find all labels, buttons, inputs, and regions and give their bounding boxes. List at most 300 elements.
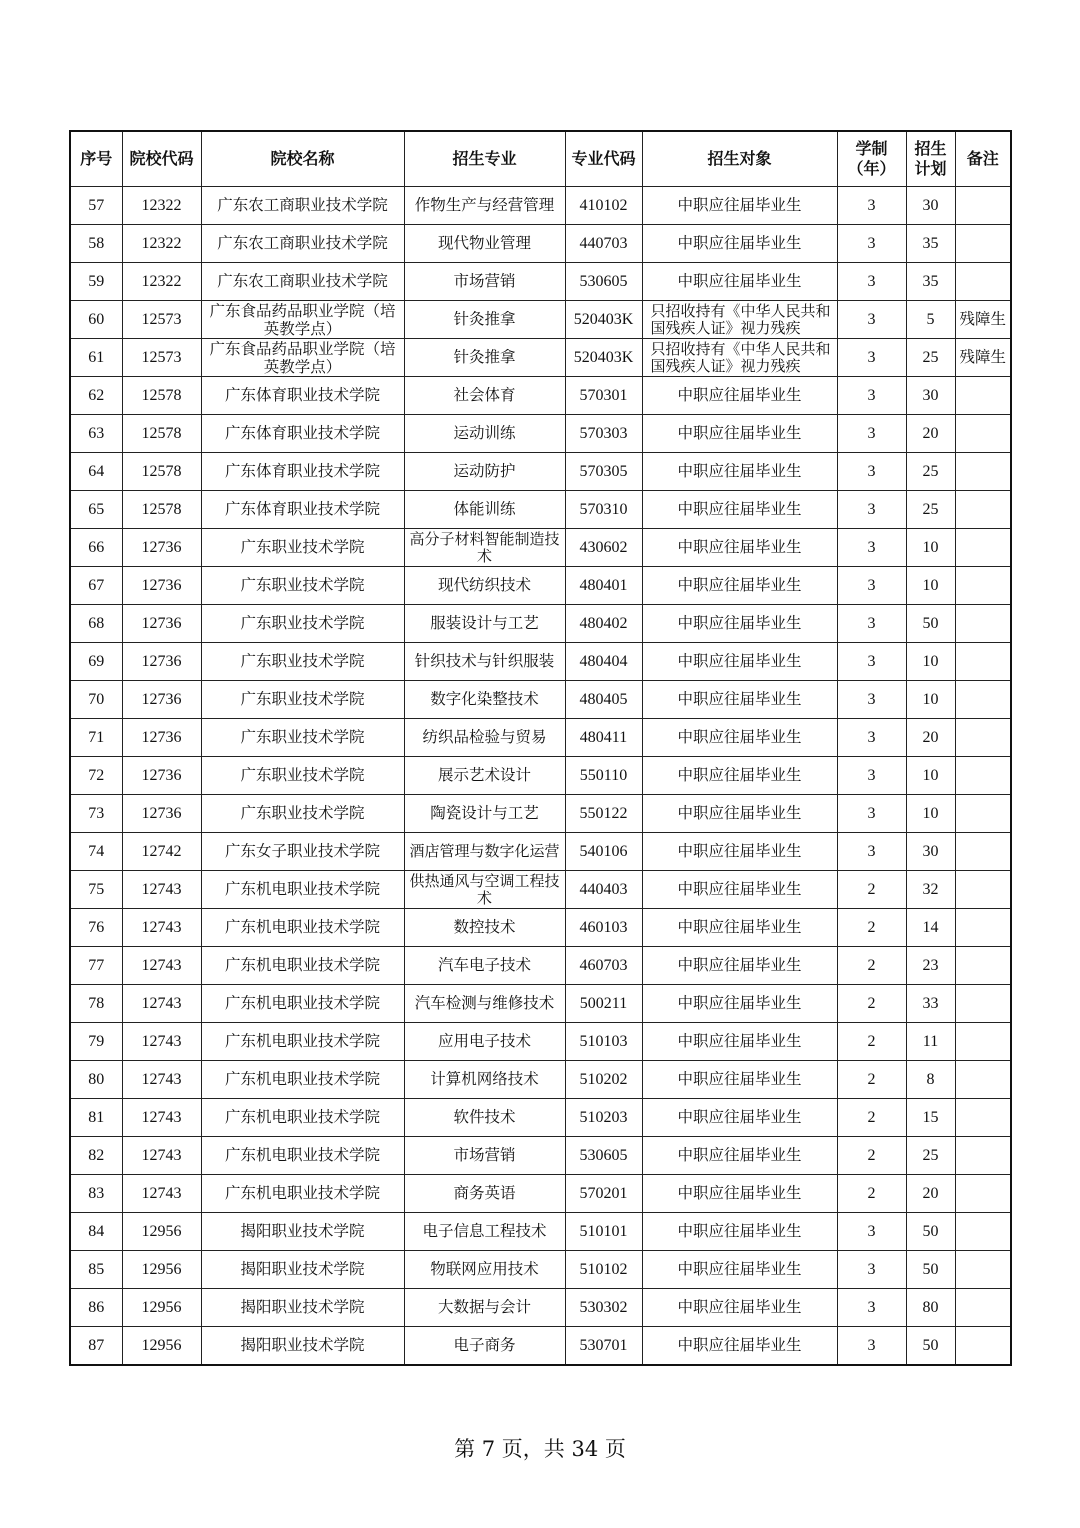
cell-major: 现代物业管理 bbox=[404, 225, 565, 263]
cell-major: 现代纺织技术 bbox=[404, 567, 565, 605]
cell-duration: 3 bbox=[837, 1327, 906, 1366]
cell-seq: 68 bbox=[70, 605, 122, 643]
cell-school-code: 12573 bbox=[122, 339, 201, 377]
cell-school-code: 12743 bbox=[122, 909, 201, 947]
cell-duration: 2 bbox=[837, 1099, 906, 1137]
cell-major: 服装设计与工艺 bbox=[404, 605, 565, 643]
cell-school-code: 12736 bbox=[122, 719, 201, 757]
cell-target: 中职应往届毕业生 bbox=[642, 1061, 837, 1099]
table-row bbox=[70, 225, 1011, 263]
cell-major-code: 570310 bbox=[565, 491, 642, 529]
cell-school-code: 12743 bbox=[122, 1175, 201, 1213]
cell-school-code: 12743 bbox=[122, 1061, 201, 1099]
cell-major-code: 480402 bbox=[565, 605, 642, 643]
cell-seq: 76 bbox=[70, 909, 122, 947]
cell-major-code: 510102 bbox=[565, 1251, 642, 1289]
cell-note bbox=[955, 681, 1011, 719]
cell-plan: 10 bbox=[906, 795, 955, 833]
table-row bbox=[70, 605, 1011, 643]
cell-major-code: 540106 bbox=[565, 833, 642, 871]
cell-target: 中职应往届毕业生 bbox=[642, 1137, 837, 1175]
cell-target: 中职应往届毕业生 bbox=[642, 681, 837, 719]
cell-major: 汽车检测与维修技术 bbox=[404, 985, 565, 1023]
header-seq: 序号 bbox=[70, 131, 122, 187]
cell-major: 体能训练 bbox=[404, 491, 565, 529]
cell-duration: 3 bbox=[837, 795, 906, 833]
cell-plan: 11 bbox=[906, 1023, 955, 1061]
table-row bbox=[70, 719, 1011, 757]
table-row bbox=[70, 947, 1011, 985]
header-duration-line1: 学制 bbox=[855, 139, 888, 158]
cell-seq: 82 bbox=[70, 1137, 122, 1175]
cell-duration: 2 bbox=[837, 985, 906, 1023]
table-row bbox=[70, 681, 1011, 719]
table-row bbox=[70, 985, 1011, 1023]
cell-duration: 3 bbox=[837, 681, 906, 719]
table-row bbox=[70, 187, 1011, 225]
cell-target: 中职应往届毕业生 bbox=[642, 529, 837, 567]
cell-major-code: 530302 bbox=[565, 1289, 642, 1327]
cell-target: 中职应往届毕业生 bbox=[642, 757, 837, 795]
cell-target: 中职应往届毕业生 bbox=[642, 605, 837, 643]
cell-note bbox=[955, 1061, 1011, 1099]
cell-plan: 10 bbox=[906, 567, 955, 605]
cell-major-code: 480401 bbox=[565, 567, 642, 605]
cell-note bbox=[955, 795, 1011, 833]
cell-major: 针织技术与针织服装 bbox=[404, 643, 565, 681]
cell-plan: 25 bbox=[906, 339, 955, 377]
cell-duration: 3 bbox=[837, 377, 906, 415]
cell-seq: 71 bbox=[70, 719, 122, 757]
cell-school-name: 广东机电职业技术学院 bbox=[201, 871, 404, 909]
cell-school-code: 12743 bbox=[122, 947, 201, 985]
cell-note bbox=[955, 605, 1011, 643]
cell-school-code: 12736 bbox=[122, 795, 201, 833]
cell-major-code: 570201 bbox=[565, 1175, 642, 1213]
cell-school-name: 广东体育职业技术学院 bbox=[201, 491, 404, 529]
cell-target: 中职应往届毕业生 bbox=[642, 1099, 837, 1137]
table-body bbox=[70, 187, 1011, 1366]
cell-note bbox=[955, 947, 1011, 985]
cell-school-code: 12578 bbox=[122, 377, 201, 415]
cell-duration: 3 bbox=[837, 415, 906, 453]
cell-school-code: 12956 bbox=[122, 1289, 201, 1327]
table-row bbox=[70, 1023, 1011, 1061]
cell-plan: 10 bbox=[906, 681, 955, 719]
table-row bbox=[70, 301, 1011, 339]
page-number: 第 7 页，共 34 页 bbox=[454, 1437, 626, 1461]
cell-target: 中职应往届毕业生 bbox=[642, 453, 837, 491]
cell-major-code: 520403K bbox=[565, 339, 642, 377]
cell-target: 中职应往届毕业生 bbox=[642, 833, 837, 871]
cell-major: 针灸推拿 bbox=[404, 301, 565, 339]
cell-seq: 69 bbox=[70, 643, 122, 681]
header-major-code: 专业代码 bbox=[565, 131, 642, 187]
table-row bbox=[70, 1289, 1011, 1327]
cell-note bbox=[955, 1137, 1011, 1175]
table-row bbox=[70, 1137, 1011, 1175]
cell-plan: 25 bbox=[906, 491, 955, 529]
table-row bbox=[70, 453, 1011, 491]
cell-note bbox=[955, 871, 1011, 909]
cell-major-code: 570303 bbox=[565, 415, 642, 453]
cell-duration: 3 bbox=[837, 719, 906, 757]
cell-school-code: 12736 bbox=[122, 643, 201, 681]
cell-target: 中职应往届毕业生 bbox=[642, 719, 837, 757]
cell-target: 只招收持有《中华人民共和国残疾人证》视力残疾 bbox=[642, 301, 837, 339]
cell-major-code: 440403 bbox=[565, 871, 642, 909]
header-school-name: 院校名称 bbox=[201, 131, 404, 187]
cell-school-code: 12322 bbox=[122, 187, 201, 225]
cell-plan: 35 bbox=[906, 263, 955, 301]
cell-school-name: 广东机电职业技术学院 bbox=[201, 1099, 404, 1137]
cell-plan: 30 bbox=[906, 187, 955, 225]
cell-school-name: 广东农工商职业技术学院 bbox=[201, 263, 404, 301]
cell-note bbox=[955, 415, 1011, 453]
table-row bbox=[70, 757, 1011, 795]
cell-school-code: 12743 bbox=[122, 1137, 201, 1175]
cell-major-code: 520403K bbox=[565, 301, 642, 339]
cell-plan: 25 bbox=[906, 453, 955, 491]
cell-note bbox=[955, 567, 1011, 605]
cell-plan: 10 bbox=[906, 529, 955, 567]
cell-seq: 78 bbox=[70, 985, 122, 1023]
cell-duration: 3 bbox=[837, 263, 906, 301]
cell-school-code: 12736 bbox=[122, 605, 201, 643]
cell-school-name: 广东体育职业技术学院 bbox=[201, 377, 404, 415]
cell-major-code: 460103 bbox=[565, 909, 642, 947]
table-row bbox=[70, 415, 1011, 453]
cell-target: 中职应往届毕业生 bbox=[642, 643, 837, 681]
table-row bbox=[70, 377, 1011, 415]
cell-duration: 2 bbox=[837, 1061, 906, 1099]
cell-school-code: 12322 bbox=[122, 225, 201, 263]
cell-duration: 3 bbox=[837, 301, 906, 339]
cell-duration: 2 bbox=[837, 947, 906, 985]
cell-note bbox=[955, 1289, 1011, 1327]
table-row bbox=[70, 795, 1011, 833]
cell-note bbox=[955, 1099, 1011, 1137]
cell-major: 数字化染整技术 bbox=[404, 681, 565, 719]
cell-seq: 59 bbox=[70, 263, 122, 301]
cell-school-code: 12956 bbox=[122, 1327, 201, 1366]
cell-seq: 84 bbox=[70, 1213, 122, 1251]
cell-duration: 3 bbox=[837, 339, 906, 377]
table-row bbox=[70, 1175, 1011, 1213]
cell-major-code: 480411 bbox=[565, 719, 642, 757]
cell-major-code: 510101 bbox=[565, 1213, 642, 1251]
cell-school-name: 广东机电职业技术学院 bbox=[201, 1023, 404, 1061]
cell-school-name: 广东农工商职业技术学院 bbox=[201, 187, 404, 225]
cell-school-name: 广东机电职业技术学院 bbox=[201, 947, 404, 985]
cell-note bbox=[955, 1327, 1011, 1366]
cell-major: 陶瓷设计与工艺 bbox=[404, 795, 565, 833]
table-row bbox=[70, 491, 1011, 529]
cell-target: 中职应往届毕业生 bbox=[642, 263, 837, 301]
cell-seq: 61 bbox=[70, 339, 122, 377]
cell-major: 大数据与会计 bbox=[404, 1289, 565, 1327]
cell-seq: 66 bbox=[70, 529, 122, 567]
cell-target: 中职应往届毕业生 bbox=[642, 1175, 837, 1213]
cell-seq: 87 bbox=[70, 1327, 122, 1366]
cell-target: 中职应往届毕业生 bbox=[642, 415, 837, 453]
cell-target: 中职应往届毕业生 bbox=[642, 1213, 837, 1251]
cell-duration: 3 bbox=[837, 605, 906, 643]
cell-major: 市场营销 bbox=[404, 263, 565, 301]
cell-major: 作物生产与经营管理 bbox=[404, 187, 565, 225]
header-plan-line1: 招生 bbox=[914, 139, 947, 158]
cell-school-name: 广东职业技术学院 bbox=[201, 681, 404, 719]
cell-plan: 50 bbox=[906, 1213, 955, 1251]
cell-duration: 2 bbox=[837, 871, 906, 909]
header-duration-line2: （年） bbox=[847, 159, 896, 178]
table-row bbox=[70, 643, 1011, 681]
cell-duration: 3 bbox=[837, 567, 906, 605]
cell-school-code: 12578 bbox=[122, 453, 201, 491]
cell-duration: 2 bbox=[837, 1023, 906, 1061]
cell-major-code: 510202 bbox=[565, 1061, 642, 1099]
table-row bbox=[70, 567, 1011, 605]
cell-target: 中职应往届毕业生 bbox=[642, 1251, 837, 1289]
cell-duration: 3 bbox=[837, 529, 906, 567]
cell-plan: 20 bbox=[906, 415, 955, 453]
header-major: 招生专业 bbox=[404, 131, 565, 187]
cell-plan: 15 bbox=[906, 1099, 955, 1137]
cell-school-name: 广东机电职业技术学院 bbox=[201, 1175, 404, 1213]
cell-seq: 73 bbox=[70, 795, 122, 833]
cell-seq: 62 bbox=[70, 377, 122, 415]
cell-duration: 3 bbox=[837, 187, 906, 225]
header-target: 招生对象 bbox=[642, 131, 837, 187]
cell-seq: 86 bbox=[70, 1289, 122, 1327]
cell-seq: 72 bbox=[70, 757, 122, 795]
cell-school-code: 12743 bbox=[122, 1099, 201, 1137]
cell-school-name: 揭阳职业技术学院 bbox=[201, 1251, 404, 1289]
cell-seq: 57 bbox=[70, 187, 122, 225]
cell-duration: 3 bbox=[837, 225, 906, 263]
cell-school-code: 12736 bbox=[122, 567, 201, 605]
cell-duration: 3 bbox=[837, 491, 906, 529]
cell-target: 中职应往届毕业生 bbox=[642, 225, 837, 263]
cell-note bbox=[955, 985, 1011, 1023]
cell-plan: 25 bbox=[906, 1137, 955, 1175]
table-row bbox=[70, 833, 1011, 871]
cell-duration: 3 bbox=[837, 757, 906, 795]
cell-target: 中职应往届毕业生 bbox=[642, 1023, 837, 1061]
cell-school-name: 广东机电职业技术学院 bbox=[201, 1137, 404, 1175]
cell-note bbox=[955, 909, 1011, 947]
cell-target: 中职应往届毕业生 bbox=[642, 909, 837, 947]
cell-note bbox=[955, 225, 1011, 263]
cell-duration: 3 bbox=[837, 453, 906, 491]
cell-duration: 2 bbox=[837, 1137, 906, 1175]
cell-major: 电子信息工程技术 bbox=[404, 1213, 565, 1251]
cell-major: 运动训练 bbox=[404, 415, 565, 453]
cell-school-code: 12743 bbox=[122, 871, 201, 909]
cell-major: 商务英语 bbox=[404, 1175, 565, 1213]
cell-major-code: 570305 bbox=[565, 453, 642, 491]
cell-school-code: 12573 bbox=[122, 301, 201, 339]
enrollment-plan-table bbox=[69, 130, 1012, 1366]
cell-school-code: 12956 bbox=[122, 1213, 201, 1251]
table-row bbox=[70, 339, 1011, 377]
cell-school-code: 12743 bbox=[122, 1023, 201, 1061]
table-row bbox=[70, 1061, 1011, 1099]
cell-plan: 8 bbox=[906, 1061, 955, 1099]
cell-plan: 5 bbox=[906, 301, 955, 339]
cell-major: 酒店管理与数字化运营 bbox=[404, 833, 565, 871]
cell-note bbox=[955, 757, 1011, 795]
cell-note: 残障生 bbox=[955, 339, 1011, 377]
cell-major-code: 530605 bbox=[565, 1137, 642, 1175]
cell-school-name: 广东职业技术学院 bbox=[201, 757, 404, 795]
cell-major-code: 530605 bbox=[565, 263, 642, 301]
cell-seq: 58 bbox=[70, 225, 122, 263]
cell-major: 计算机网络技术 bbox=[404, 1061, 565, 1099]
cell-plan: 14 bbox=[906, 909, 955, 947]
cell-note bbox=[955, 719, 1011, 757]
cell-seq: 85 bbox=[70, 1251, 122, 1289]
cell-plan: 20 bbox=[906, 719, 955, 757]
cell-plan: 33 bbox=[906, 985, 955, 1023]
cell-seq: 75 bbox=[70, 871, 122, 909]
cell-target: 中职应往届毕业生 bbox=[642, 1289, 837, 1327]
header-school-code: 院校代码 bbox=[122, 131, 201, 187]
cell-seq: 80 bbox=[70, 1061, 122, 1099]
cell-school-code: 12736 bbox=[122, 529, 201, 567]
cell-school-name: 广东职业技术学院 bbox=[201, 719, 404, 757]
cell-note bbox=[955, 491, 1011, 529]
cell-major: 纺织品检验与贸易 bbox=[404, 719, 565, 757]
cell-school-name: 广东职业技术学院 bbox=[201, 605, 404, 643]
cell-seq: 64 bbox=[70, 453, 122, 491]
cell-major-code: 480405 bbox=[565, 681, 642, 719]
cell-target: 中职应往届毕业生 bbox=[642, 985, 837, 1023]
cell-duration: 2 bbox=[837, 1175, 906, 1213]
cell-note bbox=[955, 643, 1011, 681]
header-plan-line2: 计划 bbox=[914, 159, 947, 178]
cell-seq: 79 bbox=[70, 1023, 122, 1061]
cell-target: 中职应往届毕业生 bbox=[642, 947, 837, 985]
table-row bbox=[70, 909, 1011, 947]
cell-major-code: 510203 bbox=[565, 1099, 642, 1137]
cell-note bbox=[955, 1175, 1011, 1213]
cell-plan: 80 bbox=[906, 1289, 955, 1327]
cell-note bbox=[955, 1251, 1011, 1289]
table-row bbox=[70, 529, 1011, 567]
cell-note bbox=[955, 1213, 1011, 1251]
cell-school-code: 12736 bbox=[122, 681, 201, 719]
cell-plan: 32 bbox=[906, 871, 955, 909]
cell-duration: 3 bbox=[837, 833, 906, 871]
cell-target: 只招收持有《中华人民共和国残疾人证》视力残疾 bbox=[642, 339, 837, 377]
cell-plan: 30 bbox=[906, 377, 955, 415]
cell-major-code: 430602 bbox=[565, 529, 642, 567]
cell-note bbox=[955, 453, 1011, 491]
cell-major: 高分子材料智能制造技术 bbox=[404, 529, 565, 567]
cell-school-name: 广东女子职业技术学院 bbox=[201, 833, 404, 871]
cell-school-name: 广东职业技术学院 bbox=[201, 795, 404, 833]
cell-school-code: 12743 bbox=[122, 985, 201, 1023]
cell-school-name: 揭阳职业技术学院 bbox=[201, 1327, 404, 1366]
cell-major-code: 440703 bbox=[565, 225, 642, 263]
cell-target: 中职应往届毕业生 bbox=[642, 377, 837, 415]
table-row bbox=[70, 1213, 1011, 1251]
cell-school-name: 揭阳职业技术学院 bbox=[201, 1289, 404, 1327]
cell-target: 中职应往届毕业生 bbox=[642, 187, 837, 225]
cell-duration: 3 bbox=[837, 1213, 906, 1251]
cell-major: 电子商务 bbox=[404, 1327, 565, 1366]
cell-duration: 3 bbox=[837, 1251, 906, 1289]
cell-target: 中职应往届毕业生 bbox=[642, 567, 837, 605]
cell-seq: 70 bbox=[70, 681, 122, 719]
table-row bbox=[70, 263, 1011, 301]
cell-seq: 67 bbox=[70, 567, 122, 605]
cell-school-code: 12322 bbox=[122, 263, 201, 301]
cell-seq: 77 bbox=[70, 947, 122, 985]
cell-target: 中职应往届毕业生 bbox=[642, 795, 837, 833]
cell-plan: 23 bbox=[906, 947, 955, 985]
cell-school-code: 12578 bbox=[122, 415, 201, 453]
cell-school-name: 揭阳职业技术学院 bbox=[201, 1213, 404, 1251]
table-header bbox=[70, 131, 1011, 187]
cell-school-name: 广东职业技术学院 bbox=[201, 643, 404, 681]
cell-duration: 3 bbox=[837, 643, 906, 681]
cell-plan: 10 bbox=[906, 643, 955, 681]
cell-target: 中职应往届毕业生 bbox=[642, 871, 837, 909]
cell-note bbox=[955, 377, 1011, 415]
cell-school-name: 广东职业技术学院 bbox=[201, 529, 404, 567]
cell-note bbox=[955, 833, 1011, 871]
cell-major: 市场营销 bbox=[404, 1137, 565, 1175]
cell-school-name: 广东农工商职业技术学院 bbox=[201, 225, 404, 263]
cell-school-name: 广东食品药品职业学院（培英教学点） bbox=[201, 301, 404, 339]
header-duration bbox=[837, 131, 906, 187]
cell-major: 展示艺术设计 bbox=[404, 757, 565, 795]
cell-seq: 81 bbox=[70, 1099, 122, 1137]
cell-major-code: 550122 bbox=[565, 795, 642, 833]
cell-seq: 63 bbox=[70, 415, 122, 453]
cell-major: 应用电子技术 bbox=[404, 1023, 565, 1061]
cell-school-code: 12578 bbox=[122, 491, 201, 529]
header-note: 备注 bbox=[955, 131, 1011, 187]
cell-note bbox=[955, 529, 1011, 567]
cell-school-name: 广东体育职业技术学院 bbox=[201, 453, 404, 491]
table-row bbox=[70, 1327, 1011, 1366]
cell-note: 残障生 bbox=[955, 301, 1011, 339]
cell-plan: 20 bbox=[906, 1175, 955, 1213]
cell-school-name: 广东机电职业技术学院 bbox=[201, 985, 404, 1023]
table-row bbox=[70, 871, 1011, 909]
cell-major-code: 410102 bbox=[565, 187, 642, 225]
cell-target: 中职应往届毕业生 bbox=[642, 491, 837, 529]
cell-major-code: 510103 bbox=[565, 1023, 642, 1061]
cell-note bbox=[955, 263, 1011, 301]
cell-duration: 3 bbox=[837, 1289, 906, 1327]
cell-seq: 83 bbox=[70, 1175, 122, 1213]
header-plan bbox=[906, 131, 955, 187]
cell-major-code: 460703 bbox=[565, 947, 642, 985]
cell-major-code: 570301 bbox=[565, 377, 642, 415]
cell-seq: 74 bbox=[70, 833, 122, 871]
cell-plan: 10 bbox=[906, 757, 955, 795]
cell-plan: 30 bbox=[906, 833, 955, 871]
cell-note bbox=[955, 187, 1011, 225]
cell-school-name: 广东机电职业技术学院 bbox=[201, 1061, 404, 1099]
table-row bbox=[70, 1099, 1011, 1137]
cell-plan: 50 bbox=[906, 1251, 955, 1289]
header-row bbox=[70, 131, 1011, 187]
